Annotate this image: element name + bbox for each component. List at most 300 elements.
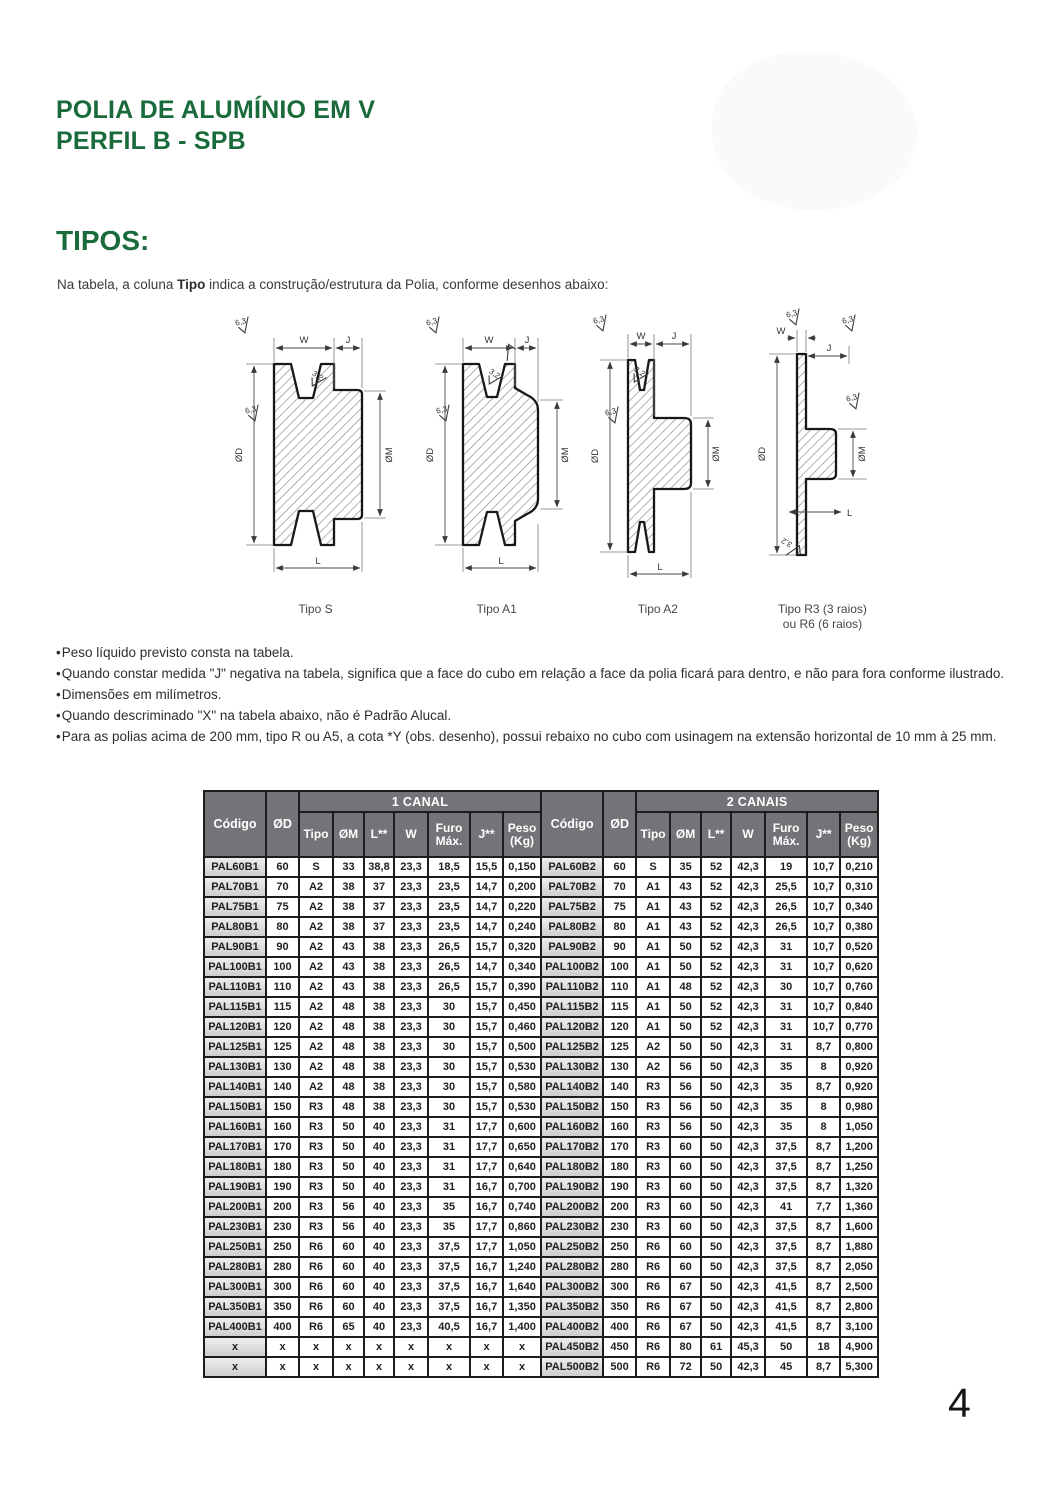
- surface-finish-symbol: [234, 316, 251, 335]
- col-header-od-1: ØD: [266, 791, 299, 857]
- value-cell: 350: [266, 1297, 299, 1317]
- col-header-j-1: J**: [470, 812, 503, 857]
- table-row: [204, 1217, 878, 1237]
- codigo-cell: PAL170B1: [204, 1137, 266, 1157]
- value-cell: 23,3: [394, 877, 428, 897]
- value-cell: 30: [428, 1057, 470, 1077]
- codigo-cell: PAL350B2: [541, 1297, 603, 1317]
- finish-value: 6,3: [604, 406, 618, 418]
- col-header-tipo-1: Tipo: [299, 812, 333, 857]
- value-cell: 38: [364, 1077, 394, 1097]
- value-cell: 23,3: [394, 1157, 428, 1177]
- value-cell: x: [364, 1337, 394, 1357]
- value-cell: R3: [636, 1097, 670, 1117]
- value-cell: A2: [299, 897, 333, 917]
- value-cell: 48: [670, 977, 701, 997]
- figure-tipo-r3-r6: [745, 302, 900, 632]
- value-cell: 56: [670, 1077, 701, 1097]
- value-cell: 1,050: [840, 1117, 878, 1137]
- value-cell: 0,200: [503, 877, 541, 897]
- surface-finish-symbol: [502, 343, 518, 361]
- dim-label-j: J: [826, 343, 832, 354]
- codigo-cell: PAL100B1: [204, 957, 266, 977]
- value-cell: 67: [670, 1277, 701, 1297]
- codigo-cell: PAL230B1: [204, 1217, 266, 1237]
- value-cell: 42,3: [731, 857, 765, 877]
- value-cell: 23,3: [394, 1197, 428, 1217]
- value-cell: 10,7: [807, 897, 840, 917]
- dim-label-j: J: [524, 335, 530, 346]
- value-cell: 0,740: [503, 1197, 541, 1217]
- value-cell: 42,3: [731, 957, 765, 977]
- value-cell: 37,5: [765, 1137, 807, 1157]
- value-cell: 8: [807, 1117, 840, 1137]
- value-cell: 120: [603, 1017, 636, 1037]
- value-cell: 42,3: [731, 1237, 765, 1257]
- value-cell: 42,3: [731, 1217, 765, 1237]
- codigo-cell: PAL500B2: [541, 1357, 603, 1377]
- value-cell: 40: [364, 1277, 394, 1297]
- value-cell: 56: [670, 1097, 701, 1117]
- value-cell: 38: [364, 1097, 394, 1117]
- value-cell: 30: [428, 1077, 470, 1097]
- value-cell: x: [333, 1357, 364, 1377]
- value-cell: 70: [603, 877, 636, 897]
- value-cell: 31: [765, 1037, 807, 1057]
- figure-tipo-s: [228, 302, 403, 617]
- table-row: [204, 1317, 878, 1337]
- dim-label-j: J: [345, 335, 351, 346]
- dim-label-od: ØD: [590, 448, 602, 464]
- value-cell: 1,640: [503, 1277, 541, 1297]
- value-cell: x: [470, 1357, 503, 1377]
- value-cell: 38: [333, 917, 364, 937]
- value-cell: 37: [364, 897, 394, 917]
- value-cell: R3: [636, 1117, 670, 1137]
- codigo-cell: PAL130B1: [204, 1057, 266, 1077]
- table-row: [204, 857, 878, 877]
- value-cell: 10,7: [807, 1017, 840, 1037]
- value-cell: 2,050: [840, 1257, 878, 1277]
- value-cell: 23,5: [428, 897, 470, 917]
- value-cell: R3: [299, 1117, 333, 1137]
- value-cell: 41: [765, 1197, 807, 1217]
- table-row: [204, 1137, 878, 1157]
- codigo-cell: PAL130B2: [541, 1057, 603, 1077]
- dim-label-om: ØM: [384, 447, 395, 463]
- value-cell: 15,7: [470, 1037, 503, 1057]
- finish-value: 6,3: [434, 404, 448, 416]
- value-cell: 170: [603, 1137, 636, 1157]
- value-cell: 37,5: [765, 1217, 807, 1237]
- value-cell: 19: [765, 857, 807, 877]
- value-cell: 50: [670, 937, 701, 957]
- codigo-cell: PAL400B1: [204, 1317, 266, 1337]
- value-cell: 50: [701, 1117, 731, 1137]
- value-cell: 300: [266, 1277, 299, 1297]
- value-cell: 8,7: [807, 1077, 840, 1097]
- finish-value: 3,2: [310, 368, 325, 383]
- codigo-cell: PAL250B2: [541, 1237, 603, 1257]
- table-row: [204, 997, 878, 1017]
- value-cell: A1: [636, 877, 670, 897]
- value-cell: A2: [299, 1077, 333, 1097]
- codigo-cell: PAL120B1: [204, 1017, 266, 1037]
- col-header-peso-2: Peso (Kg): [840, 812, 878, 857]
- value-cell: 200: [603, 1197, 636, 1217]
- value-cell: R6: [636, 1317, 670, 1337]
- value-cell: 50: [670, 997, 701, 1017]
- value-cell: 50: [701, 1077, 731, 1097]
- value-cell: R6: [299, 1257, 333, 1277]
- value-cell: 30: [428, 1017, 470, 1037]
- value-cell: x: [266, 1337, 299, 1357]
- finish-value: 3,2: [632, 364, 647, 379]
- value-cell: 42,3: [731, 1257, 765, 1277]
- codigo-cell: PAL60B2: [541, 857, 603, 877]
- dim-label-j: J: [671, 331, 677, 342]
- value-cell: 37,5: [428, 1257, 470, 1277]
- codigo-cell: PAL115B2: [541, 997, 603, 1017]
- value-cell: 56: [670, 1057, 701, 1077]
- value-cell: R6: [299, 1297, 333, 1317]
- surface-finish-symbol: [244, 404, 261, 423]
- value-cell: 23,3: [394, 1317, 428, 1337]
- dim-label-l: L: [315, 556, 321, 567]
- value-cell: 48: [333, 1077, 364, 1097]
- value-cell: 52: [701, 937, 731, 957]
- value-cell: 150: [603, 1097, 636, 1117]
- value-cell: 50: [333, 1157, 364, 1177]
- value-cell: 35: [765, 1097, 807, 1117]
- value-cell: 42,3: [731, 1017, 765, 1037]
- table-row: [204, 897, 878, 917]
- value-cell: 8,7: [807, 1297, 840, 1317]
- value-cell: 0,340: [503, 957, 541, 977]
- value-cell: 60: [670, 1217, 701, 1237]
- value-cell: 8,7: [807, 1257, 840, 1277]
- value-cell: 16,7: [470, 1317, 503, 1337]
- value-cell: 23,3: [394, 1237, 428, 1257]
- value-cell: 56: [333, 1217, 364, 1237]
- value-cell: 0,620: [840, 957, 878, 977]
- intro-bold: Tipo: [177, 277, 206, 292]
- value-cell: 23,3: [394, 1057, 428, 1077]
- value-cell: 8,7: [807, 1037, 840, 1057]
- value-cell: 400: [266, 1317, 299, 1337]
- value-cell: 48: [333, 1057, 364, 1077]
- value-cell: 23,3: [394, 1277, 428, 1297]
- value-cell: 18,5: [428, 857, 470, 877]
- value-cell: A2: [299, 1017, 333, 1037]
- value-cell: 400: [603, 1317, 636, 1337]
- value-cell: 300: [603, 1277, 636, 1297]
- page-title-line1: POLIA DE ALUMÍNIO EM V: [56, 96, 376, 124]
- value-cell: 16,7: [470, 1257, 503, 1277]
- figure-caption-line1: Tipo R3 (3 raios): [778, 602, 867, 616]
- value-cell: x: [394, 1357, 428, 1377]
- codigo-cell: x: [204, 1337, 266, 1357]
- value-cell: 42,3: [731, 997, 765, 1017]
- value-cell: 38: [364, 977, 394, 997]
- value-cell: 38: [364, 1037, 394, 1057]
- codigo-cell: PAL70B1: [204, 877, 266, 897]
- value-cell: A1: [636, 997, 670, 1017]
- col-header-l-2: L**: [701, 812, 731, 857]
- value-cell: 30: [428, 1097, 470, 1117]
- dim-label-w: W: [299, 335, 309, 346]
- codigo-cell: PAL450B2: [541, 1337, 603, 1357]
- value-cell: 350: [603, 1297, 636, 1317]
- notes-list: [56, 642, 1014, 747]
- value-cell: 0,530: [503, 1097, 541, 1117]
- value-cell: 52: [701, 1017, 731, 1037]
- value-cell: 180: [603, 1157, 636, 1177]
- value-cell: 8,7: [807, 1177, 840, 1197]
- value-cell: 0,240: [503, 917, 541, 937]
- value-cell: 23,3: [394, 977, 428, 997]
- codigo-cell: PAL190B2: [541, 1177, 603, 1197]
- value-cell: 15,7: [470, 937, 503, 957]
- codigo-cell: PAL100B2: [541, 957, 603, 977]
- finish-value: 6,3: [592, 314, 606, 326]
- value-cell: S: [636, 857, 670, 877]
- value-cell: 80: [603, 917, 636, 937]
- value-cell: 52: [701, 957, 731, 977]
- value-cell: 42,3: [731, 1157, 765, 1177]
- value-cell: 40: [364, 1137, 394, 1157]
- value-cell: 33: [333, 857, 364, 877]
- value-cell: 125: [266, 1037, 299, 1057]
- col-header-w-2: W: [731, 812, 765, 857]
- table-row: [204, 1177, 878, 1197]
- intro-pre: Na tabela, a coluna: [57, 277, 178, 292]
- value-cell: 23,5: [428, 917, 470, 937]
- value-cell: 41,5: [765, 1277, 807, 1297]
- value-cell: 1,600: [840, 1217, 878, 1237]
- value-cell: 26,5: [765, 917, 807, 937]
- value-cell: 0,860: [503, 1217, 541, 1237]
- value-cell: 15,7: [470, 1077, 503, 1097]
- codigo-cell: PAL60B1: [204, 857, 266, 877]
- value-cell: 250: [266, 1237, 299, 1257]
- codigo-cell: PAL125B2: [541, 1037, 603, 1057]
- value-cell: 150: [266, 1097, 299, 1117]
- value-cell: 23,3: [394, 1117, 428, 1137]
- col-header-peso-1: Peso (Kg): [503, 812, 541, 857]
- spec-table-container: [203, 790, 879, 1378]
- col-header-om-1: ØM: [333, 812, 364, 857]
- value-cell: 160: [266, 1117, 299, 1137]
- codigo-cell: PAL160B2: [541, 1117, 603, 1137]
- value-cell: 26,5: [428, 957, 470, 977]
- value-cell: 60: [670, 1177, 701, 1197]
- col-header-l-1: L**: [364, 812, 394, 857]
- value-cell: 26,5: [765, 897, 807, 917]
- value-cell: 50: [670, 1037, 701, 1057]
- value-cell: 48: [333, 1037, 364, 1057]
- finish-value: 6,3: [841, 314, 855, 326]
- value-cell: x: [266, 1357, 299, 1377]
- codigo-cell: PAL300B1: [204, 1277, 266, 1297]
- codigo-cell: PAL140B1: [204, 1077, 266, 1097]
- value-cell: 1,050: [503, 1237, 541, 1257]
- value-cell: A2: [299, 997, 333, 1017]
- value-cell: 42,3: [731, 1057, 765, 1077]
- value-cell: x: [394, 1337, 428, 1357]
- codigo-cell: PAL110B1: [204, 977, 266, 997]
- page-title: [56, 95, 375, 157]
- value-cell: 60: [670, 1197, 701, 1217]
- codigo-cell: PAL170B2: [541, 1137, 603, 1157]
- value-cell: 60: [333, 1297, 364, 1317]
- value-cell: 23,3: [394, 897, 428, 917]
- value-cell: 42,3: [731, 897, 765, 917]
- value-cell: 42,3: [731, 1297, 765, 1317]
- value-cell: 31: [428, 1117, 470, 1137]
- value-cell: A2: [299, 877, 333, 897]
- value-cell: R6: [636, 1357, 670, 1377]
- value-cell: 50: [701, 1177, 731, 1197]
- col-header-codigo-2: Código: [541, 791, 603, 857]
- value-cell: 190: [603, 1177, 636, 1197]
- value-cell: 60: [670, 1157, 701, 1177]
- note-item: • Quando constar medida "J" negativa na tabela, significa que a face do cubo em relação a face da polia ficará para dentro, e não para fora conforme ilustrado.: [56, 663, 1014, 684]
- finish-value: 6,3: [244, 404, 258, 416]
- col-header-od-2: ØD: [603, 791, 636, 857]
- value-cell: 50: [701, 1137, 731, 1157]
- surface-finish-symbol: [425, 316, 442, 335]
- value-cell: 0,380: [840, 917, 878, 937]
- codigo-cell: PAL140B2: [541, 1077, 603, 1097]
- note-item: • Dimensões em milímetros.: [56, 684, 1014, 705]
- value-cell: 90: [603, 937, 636, 957]
- value-cell: 14,7: [470, 877, 503, 897]
- value-cell: A2: [636, 1057, 670, 1077]
- value-cell: 43: [670, 877, 701, 897]
- value-cell: 52: [701, 977, 731, 997]
- table-row: [204, 1257, 878, 1277]
- value-cell: 8,7: [807, 1237, 840, 1257]
- value-cell: 1,240: [503, 1257, 541, 1277]
- value-cell: R6: [636, 1257, 670, 1277]
- value-cell: 45,3: [731, 1337, 765, 1357]
- value-cell: 42,3: [731, 917, 765, 937]
- table-row: [204, 977, 878, 997]
- value-cell: 23,3: [394, 1017, 428, 1037]
- value-cell: A2: [299, 1057, 333, 1077]
- value-cell: 41,5: [765, 1317, 807, 1337]
- value-cell: R3: [636, 1197, 670, 1217]
- value-cell: 2,500: [840, 1277, 878, 1297]
- value-cell: 0,150: [503, 857, 541, 877]
- value-cell: 15,7: [470, 997, 503, 1017]
- pulley-spec-table: [203, 790, 879, 1378]
- table-row: [204, 1037, 878, 1057]
- value-cell: 50: [701, 1217, 731, 1237]
- value-cell: 80: [266, 917, 299, 937]
- value-cell: 42,3: [731, 1137, 765, 1157]
- value-cell: 16,7: [470, 1177, 503, 1197]
- value-cell: R3: [636, 1217, 670, 1237]
- finish-value: 6,3: [845, 392, 859, 404]
- value-cell: 0,390: [503, 977, 541, 997]
- value-cell: 15,5: [470, 857, 503, 877]
- value-cell: 16,7: [470, 1277, 503, 1297]
- codigo-cell: PAL120B2: [541, 1017, 603, 1037]
- value-cell: R3: [636, 1177, 670, 1197]
- finish-value: 6,3: [785, 308, 799, 320]
- value-cell: 23,3: [394, 937, 428, 957]
- value-cell: R3: [299, 1157, 333, 1177]
- value-cell: A2: [299, 917, 333, 937]
- value-cell: 23,3: [394, 1297, 428, 1317]
- value-cell: 1,880: [840, 1237, 878, 1257]
- value-cell: 42,3: [731, 1097, 765, 1117]
- table-row: [204, 1237, 878, 1257]
- finish-value: 6,3: [234, 316, 248, 328]
- value-cell: R6: [299, 1277, 333, 1297]
- value-cell: 0,760: [840, 977, 878, 997]
- value-cell: R3: [636, 1077, 670, 1097]
- value-cell: 48: [333, 1017, 364, 1037]
- surface-finish-symbol: [841, 314, 858, 333]
- col-header-j-2: J**: [807, 812, 840, 857]
- col-header-om-2: ØM: [670, 812, 701, 857]
- value-cell: 0,700: [503, 1177, 541, 1197]
- figure-tipo-a2: [590, 302, 725, 617]
- table-row: [204, 877, 878, 897]
- value-cell: A1: [636, 917, 670, 937]
- value-cell: x: [470, 1337, 503, 1357]
- codigo-cell: PAL180B2: [541, 1157, 603, 1177]
- value-cell: 35: [428, 1197, 470, 1217]
- value-cell: x: [428, 1337, 470, 1357]
- value-cell: 15,7: [470, 1017, 503, 1037]
- value-cell: 0,460: [503, 1017, 541, 1037]
- col-header-furo-1: Furo Máx.: [428, 812, 470, 857]
- value-cell: 42,3: [731, 1077, 765, 1097]
- value-cell: 37,5: [765, 1257, 807, 1277]
- value-cell: 1,250: [840, 1157, 878, 1177]
- value-cell: 56: [333, 1197, 364, 1217]
- value-cell: 125: [603, 1037, 636, 1057]
- value-cell: 75: [603, 897, 636, 917]
- value-cell: 5,300: [840, 1357, 878, 1377]
- value-cell: 72: [670, 1357, 701, 1377]
- value-cell: 43: [333, 937, 364, 957]
- value-cell: 45: [765, 1357, 807, 1377]
- note-item: • Quando descriminado "X" na tabela abaixo, não é Padrão Alucal.: [56, 705, 1014, 726]
- value-cell: 7,7: [807, 1197, 840, 1217]
- dim-label-om: ØM: [856, 446, 868, 462]
- value-cell: 50: [701, 1277, 731, 1297]
- table-row: [204, 1017, 878, 1037]
- value-cell: 50: [765, 1337, 807, 1357]
- value-cell: 42,3: [731, 937, 765, 957]
- value-cell: 1,200: [840, 1137, 878, 1157]
- value-cell: 40: [364, 1177, 394, 1197]
- value-cell: 25,5: [765, 877, 807, 897]
- value-cell: 10,7: [807, 957, 840, 977]
- page-title-line2: PERFIL B - SPB: [56, 127, 246, 155]
- value-cell: R3: [299, 1217, 333, 1237]
- table-row: [204, 1097, 878, 1117]
- value-cell: 17,7: [470, 1237, 503, 1257]
- value-cell: 31: [428, 1137, 470, 1157]
- value-cell: 42,3: [731, 1357, 765, 1377]
- value-cell: 35: [765, 1117, 807, 1137]
